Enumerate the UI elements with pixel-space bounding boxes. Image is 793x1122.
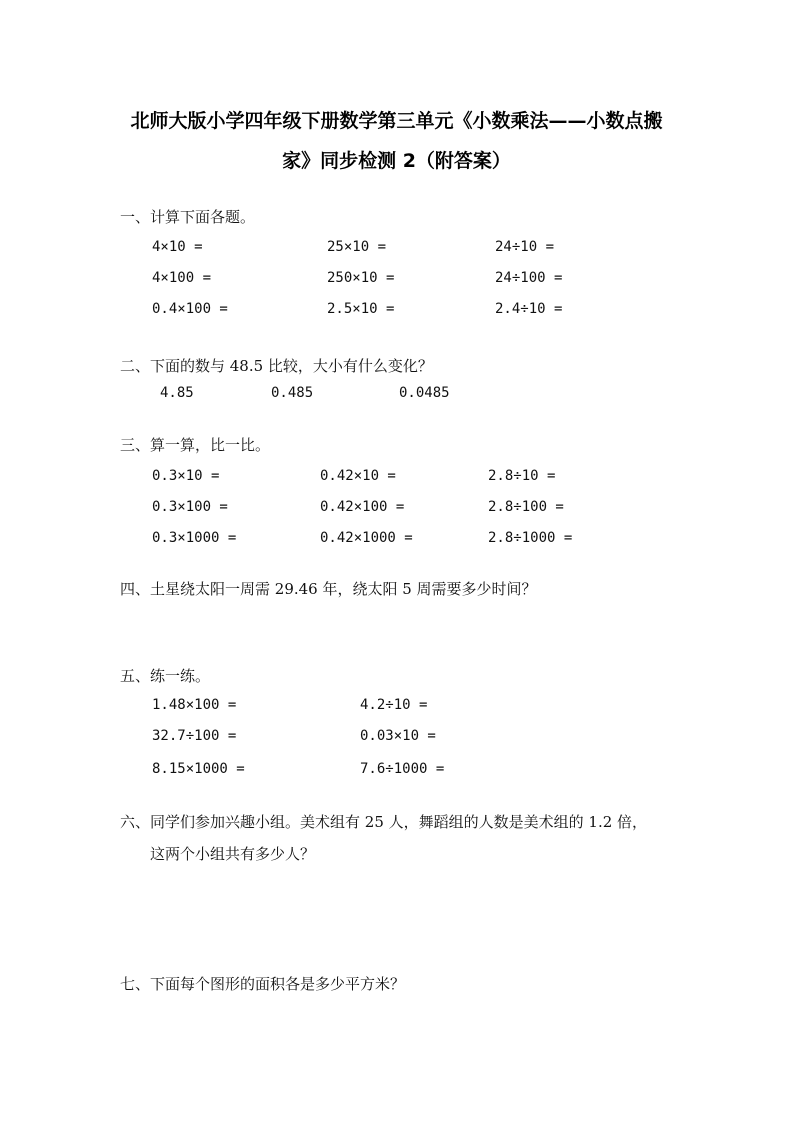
question-4-heading: 四、土星绕太阳一周需 29.46 年，绕太阳 5 周需要多少时间？ — [120, 580, 537, 598]
q3-cell: 2.8÷10 = — [488, 468, 556, 484]
q5-cell: 8.15×1000 = — [152, 761, 245, 777]
q2-number: 0.0485 — [399, 385, 450, 401]
q3-cell: 2.8÷100 = — [488, 499, 564, 515]
question-1-heading: 一、计算下面各题。 — [120, 208, 256, 226]
q1-cell: 4×10 = — [152, 239, 203, 255]
q1-cell: 4×100 = — [152, 270, 212, 286]
q5-cell: 4.2÷10 = — [360, 697, 428, 713]
q5-cell: 1.48×100 = — [152, 697, 237, 713]
page-title-line-2: 家》同步检测 2（附答案） — [282, 150, 511, 172]
q1-cell: 25×10 = — [327, 239, 387, 255]
q1-cell: 250×10 = — [327, 270, 395, 286]
question-6-line-2: 这两个小组共有多少人？ — [150, 845, 316, 863]
q3-cell: 0.3×10 = — [152, 468, 220, 484]
q3-cell: 2.8÷1000 = — [488, 530, 573, 546]
question-5-heading: 五、练一练。 — [120, 667, 211, 685]
q2-number: 4.85 — [160, 385, 194, 401]
q3-cell: 0.3×100 = — [152, 499, 228, 515]
q5-cell: 7.6÷1000 = — [360, 761, 445, 777]
q1-cell: 2.5×10 = — [327, 301, 395, 317]
q5-cell: 0.03×10 = — [360, 728, 436, 744]
q1-cell: 24÷10 = — [495, 239, 555, 255]
q5-cell: 32.7÷100 = — [152, 728, 237, 744]
q3-cell: 0.42×10 = — [320, 468, 396, 484]
q1-cell: 0.4×100 = — [152, 301, 228, 317]
question-7-heading: 七、下面每个图形的面积各是多少平方米？ — [120, 975, 406, 993]
question-3-heading: 三、算一算，比一比。 — [120, 436, 271, 454]
question-2-heading: 二、下面的数与 48.5 比较，大小有什么变化？ — [120, 357, 433, 375]
q2-number: 0.485 — [271, 385, 314, 401]
q3-cell: 0.42×1000 = — [320, 530, 413, 546]
q1-cell: 24÷100 = — [495, 270, 563, 286]
q3-cell: 0.3×1000 = — [152, 530, 237, 546]
page-title-line-1: 北师大版小学四年级下册数学第三单元《小数乘法——小数点搬 — [130, 110, 663, 132]
question-6-line-1: 六、同学们参加兴趣小组。美术组有 25 人，舞蹈组的人数是美术组的 1.2 倍， — [120, 813, 648, 831]
q3-cell: 0.42×100 = — [320, 499, 405, 515]
q1-cell: 2.4÷10 = — [495, 301, 563, 317]
